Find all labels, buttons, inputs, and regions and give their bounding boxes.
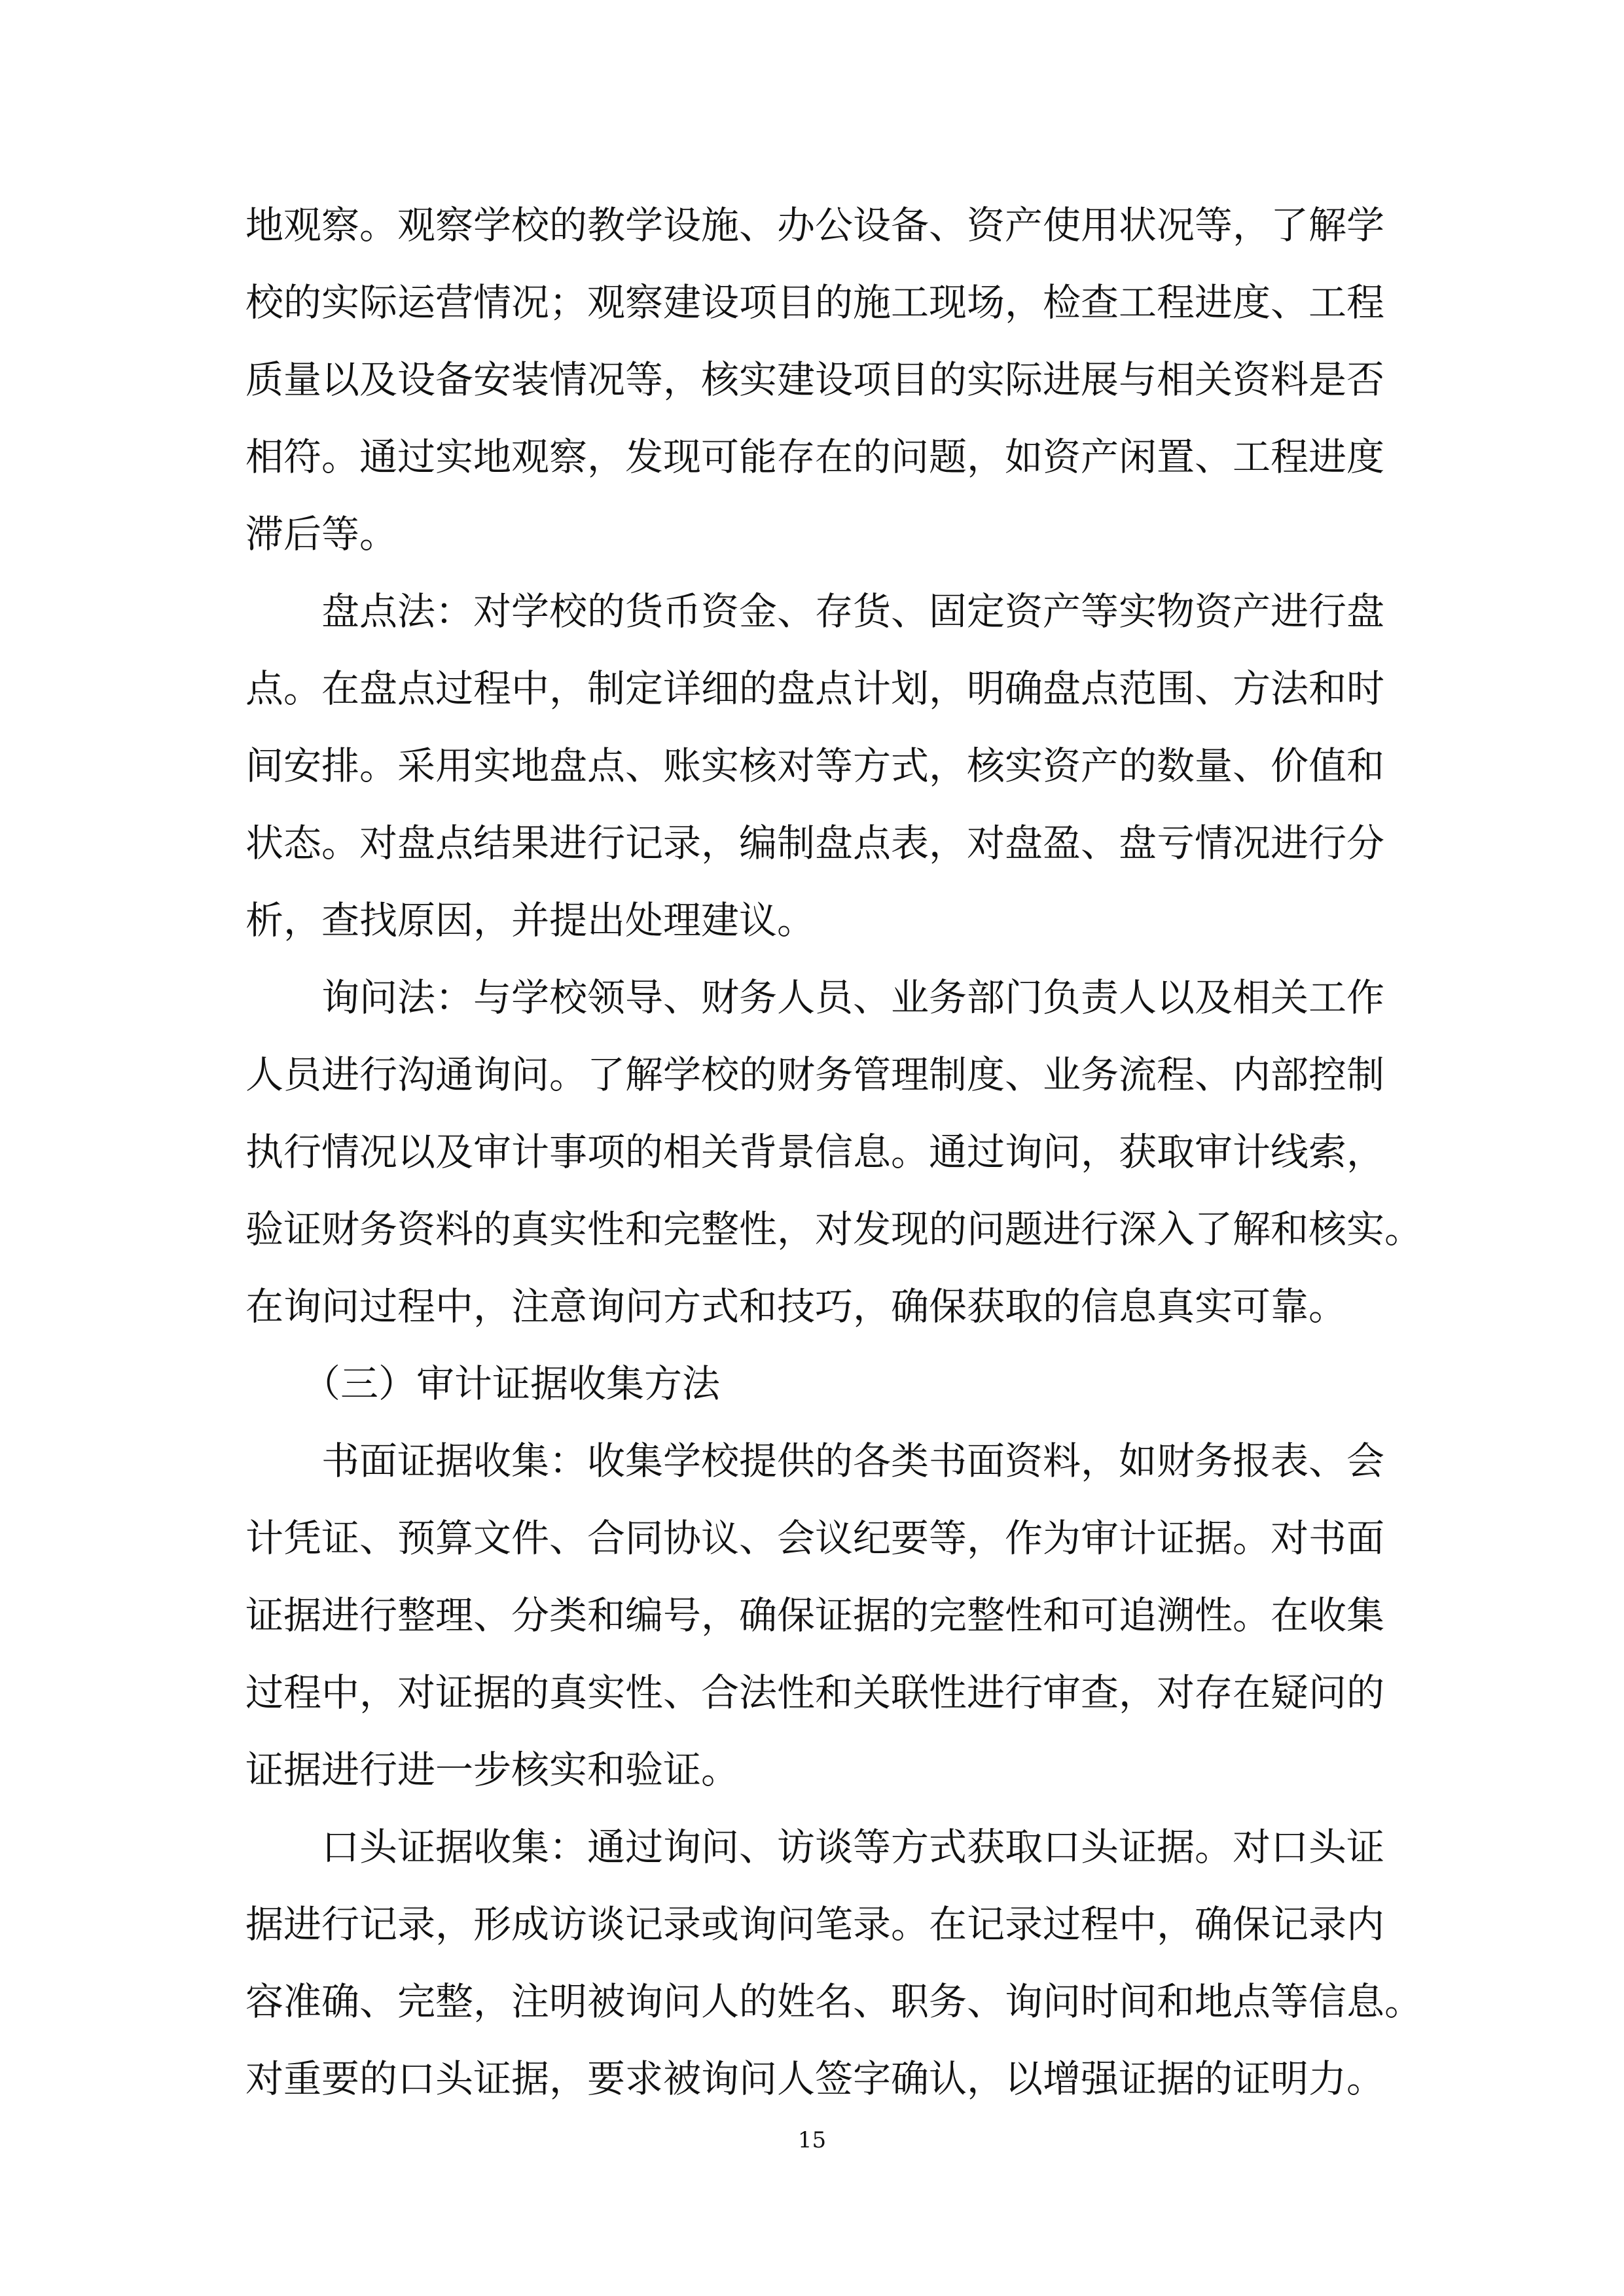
text-line: 间安排。采用实地盘点、账实核对等方式，核实资产的数量、价值和 (245, 744, 1385, 788)
text-line: 质量以及设备安装情况等，核实建设项目的实际进展与相关资料是否 (245, 357, 1385, 402)
text-line: 执行情况以及审计事项的相关背景信息。通过询问，获取审计线索， (245, 1130, 1385, 1174)
text-line: 证据进行进一步核实和验证。 (245, 1748, 740, 1792)
text-line: 对重要的口头证据，要求被询问人签字确认，以增强证据的证明力。 (245, 2056, 1385, 2101)
text-line: 析，查找原因，并提出处理建议。 (245, 898, 816, 942)
text-line: 点。在盘点过程中，制定详细的盘点计划，明确盘点范围、方法和时 (245, 666, 1385, 711)
text-line: 书面证据收集：收集学校提供的各类书面资料，如财务报表、会 (245, 1439, 1385, 1483)
text-line: 相符。通过实地观察，发现可能存在的问题，如资产闲置、工程进度 (245, 435, 1385, 479)
text-line: 口头证据收集：通过询问、访谈等方式获取口头证据。对口头证 (245, 1825, 1385, 1869)
page-number: 15 (797, 2127, 827, 2153)
text-line: 地观察。观察学校的教学设施、办公设备、资产使用状况等，了解学 (245, 203, 1385, 247)
text-line: 证据进行整理、分类和编号，确保证据的完整性和可追溯性。在收集 (245, 1593, 1385, 1638)
text-line: 校的实际运营情况；观察建设项目的施工现场，检查工程进度、工程 (245, 280, 1385, 325)
text-line: 据进行记录，形成访谈记录或询问笔录。在记录过程中，确保记录内 (245, 1902, 1385, 1946)
section-heading: （三）审计证据收集方法 (245, 1361, 721, 1406)
text-line: 盘点法：对学校的货币资金、存货、固定资产等实物资产进行盘 (245, 589, 1385, 634)
text-line: 滞后等。 (245, 512, 398, 556)
text-line: 在询问过程中，注意询问方式和技巧，确保获取的信息真实可靠。 (245, 1284, 1347, 1329)
text-line: 人员进行沟通询问。了解学校的财务管理制度、业务流程、内部控制 (245, 1052, 1385, 1097)
text-line: 计凭证、预算文件、合同协议、会议纪要等，作为审计证据。对书面 (245, 1516, 1385, 1560)
text-line: 过程中，对证据的真实性、合法性和关联性进行审查，对存在疑问的 (245, 1670, 1385, 1715)
text-line: 容准确、完整，注明被询问人的姓名、职务、询问时间和地点等信息。 (245, 1979, 1423, 2024)
text-line: 验证财务资料的真实性和完整性，对发现的问题进行深入了解和核实。 (245, 1207, 1423, 1251)
text-line: 询问法：与学校领导、财务人员、业务部门负责人以及相关工作 (245, 975, 1385, 1020)
text-line: 状态。对盘点结果进行记录，编制盘点表，对盘盈、盘亏情况进行分 (245, 821, 1385, 865)
